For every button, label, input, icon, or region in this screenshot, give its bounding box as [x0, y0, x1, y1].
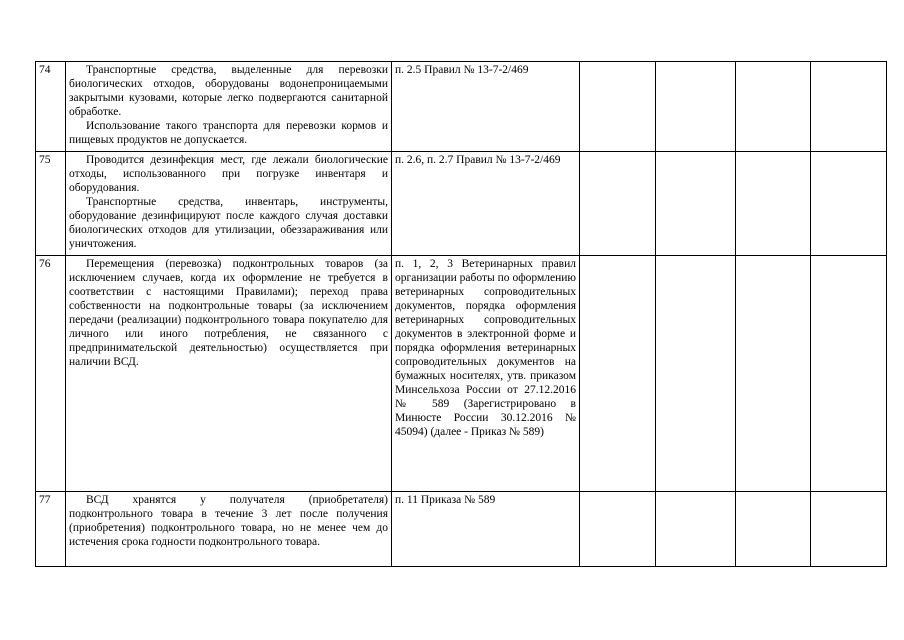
requirement-cell: [66, 256, 392, 492]
table-row: [36, 62, 887, 152]
requirement-paragraph: Проводится дезинфекция мест, где лежали биологические отходы, использованного при погрузке инвентаря и оборудования.: [69, 154, 388, 194]
reference-text: п. 11 Приказа № 589: [395, 494, 496, 506]
requirement-cell: [66, 152, 392, 256]
requirement-cell: [66, 62, 392, 152]
empty-cell: [811, 256, 887, 492]
empty-cell: [580, 152, 656, 256]
checklist-table: [35, 61, 887, 567]
empty-cell: [736, 62, 811, 152]
empty-cell: [811, 62, 887, 152]
empty-cell: [736, 256, 811, 492]
reference-cell: [392, 492, 580, 567]
empty-cell: [580, 62, 656, 152]
table-row: [36, 256, 887, 492]
empty-cell: [811, 152, 887, 256]
table-row: [36, 492, 887, 567]
requirement-paragraph: Транспортные средства, инвентарь, инструменты, оборудование дезинфицируют после каждого случая доставки биологических отходов для утилизации, обеззараживания или уничтожения.: [69, 196, 388, 250]
empty-cell: [656, 62, 736, 152]
reference-text: п. 2.6, п. 2.7 Правил № 13-7-2/469: [395, 154, 561, 166]
table-row: [36, 152, 887, 256]
requirement-cell: [66, 492, 392, 567]
empty-cell: [580, 256, 656, 492]
empty-cell: [736, 152, 811, 256]
empty-cell: [811, 492, 887, 567]
reference-cell: [392, 62, 580, 152]
empty-cell: [656, 152, 736, 256]
empty-cell: [656, 256, 736, 492]
reference-text: п. 1, 2, 3 Ветеринарных правил организации работы по оформлению ветеринарных сопроводительных документов, порядка оформления ветеринарных сопроводительных документов в электронной форме и порядка оформления ветеринарных сопроводительных документов на бумажных носителях, утв. приказом Минсельхоза России от 27.12.2016 № 589 (Зарегистрировано в Минюсте России 30.12.2016 № 45094) (далее - Приказ № 589): [395, 258, 576, 438]
empty-cell: [656, 492, 736, 567]
row-number: 75: [36, 152, 66, 256]
requirement-paragraph: Перемещения (перевозка) подконтрольных товаров (за исключением случаев, когда их оформление не требуется в соответствии с настоящими Правилами); переход права собственности на подконтрольные товары (за исключением передачи (реализации) подконтрольного товара покупателю для личного или иного потребления, не связанного с предпринимательской деятельностью) осуществляется при наличии ВСД.: [69, 258, 388, 368]
reference-cell: [392, 256, 580, 492]
row-number: 76: [36, 256, 66, 492]
reference-cell: [392, 152, 580, 256]
requirement-paragraph: Использование такого транспорта для перевозки кормов и пищевых продуктов не допускается.: [69, 120, 388, 146]
checklist-body: [36, 62, 887, 567]
requirement-paragraph: ВСД хранятся у получателя (приобретателя) подконтрольного товара в течение 3 лет после получения (приобретения) подконтрольного товара, но не менее чем до истечения срока годности подконтрольного товара.: [69, 494, 388, 548]
row-number: 74: [36, 62, 66, 152]
empty-cell: [580, 492, 656, 567]
empty-cell: [736, 492, 811, 567]
row-number: 77: [36, 492, 66, 567]
requirement-paragraph: Транспортные средства, выделенные для перевозки биологических отходов, оборудованы водонепроницаемыми закрытыми кузовами, которые легко подвергаются санитарной обработке.: [69, 64, 388, 118]
reference-text: п. 2.5 Правил № 13-7-2/469: [395, 64, 529, 76]
